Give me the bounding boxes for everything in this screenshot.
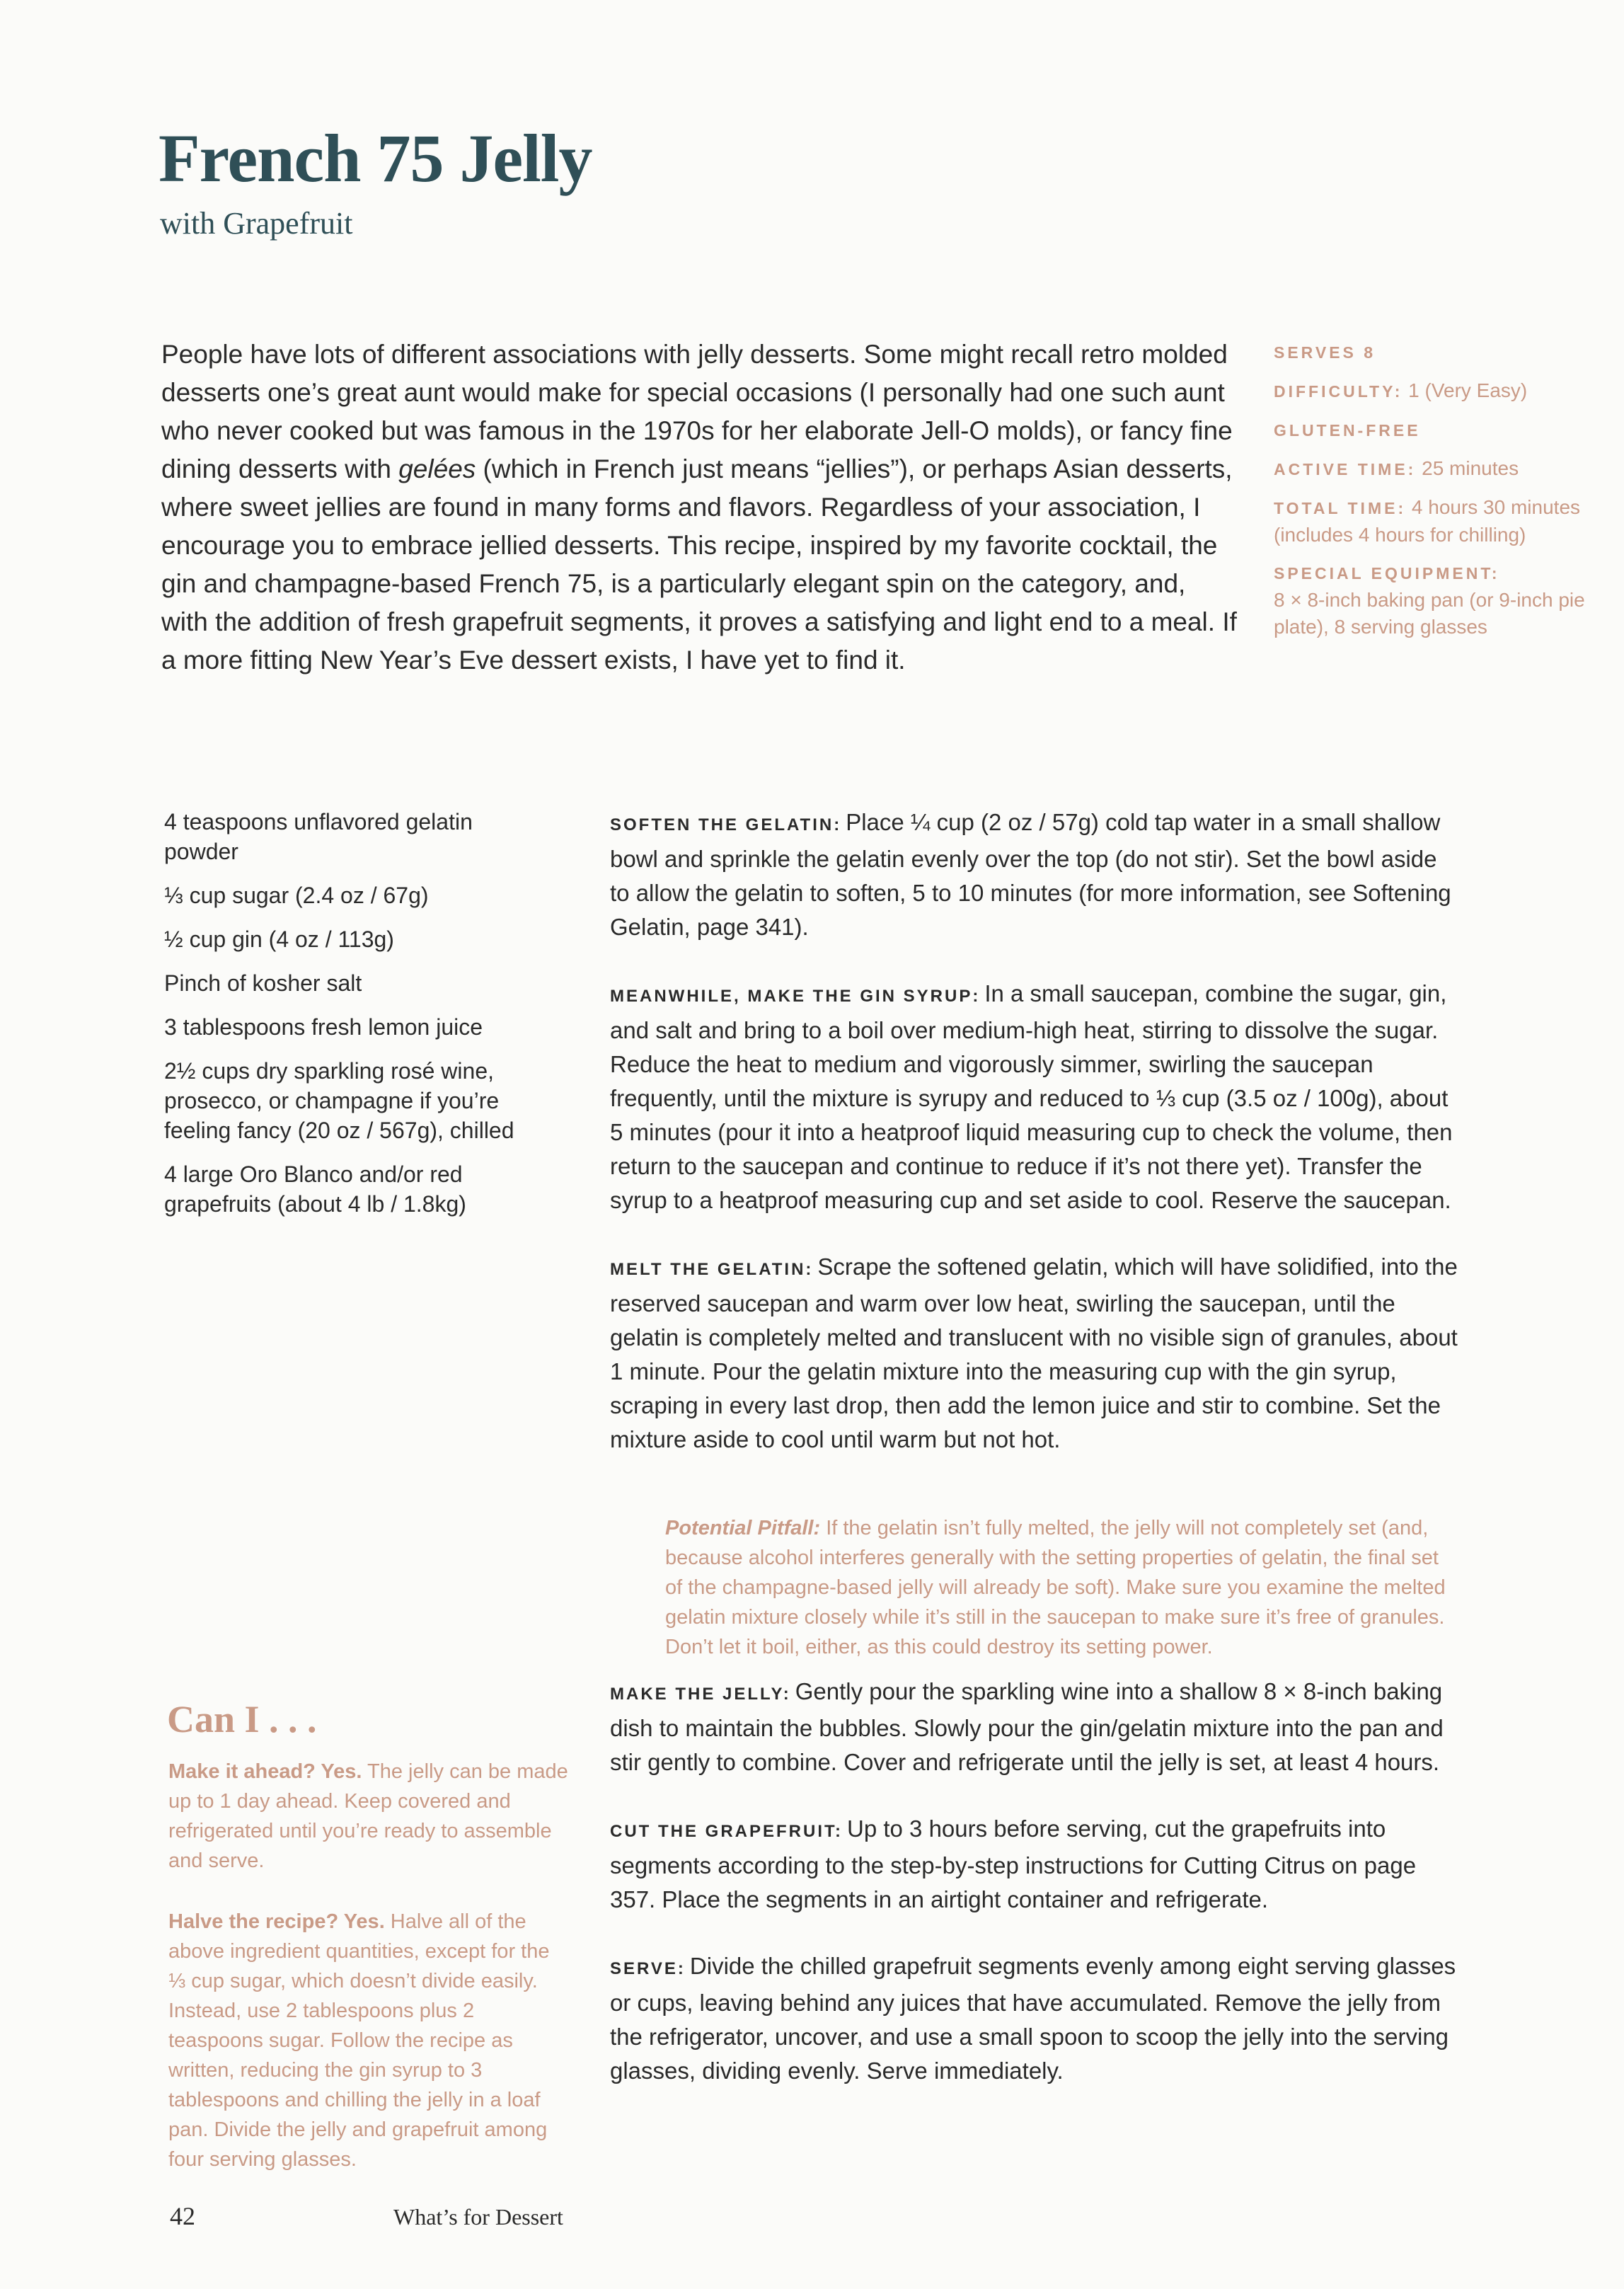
ingredient-item: 4 large Oro Blanco and/or red grapefruits (about 4 lb / 1.8kg) [164, 1161, 466, 1217]
can-i-heading: Can I . . . [167, 1698, 317, 1740]
step-make-jelly [610, 1675, 1459, 1779]
intro-text-1: People have lots of different associations with jelly desserts. Some might recall retro molded desserts one’s great aunt would make for special occasions (I personally had one such aunt who never cooked but was famous in the 1970s for her elaborate Jell-O molds), or fancy fine dining desserts with [161, 340, 1233, 483]
ingredient-item: ½ cup gin (4 oz / 113g) [164, 926, 394, 952]
step-label: SERVE: [610, 1959, 686, 1978]
ingredients-list [164, 807, 546, 1233]
step-text: Scrape the softened gelatin, which will have solidified, into the reserved saucepan and warm over low heat, swirling the saucepan, until the gelatin is completely melted and translucent with no visible sign of granules, about 1 minute. Pour the gelatin mixture into the measuring cup with the gin syrup, scraping in every last drop, then add the lemon juice and stir to combine. Set the mixture aside to cool until warm but not hot. [610, 1254, 1458, 1452]
recipe-meta [1274, 338, 1585, 652]
method-steps [610, 805, 1459, 2121]
ingredient-item: 4 teaspoons unflavored gelatin powder [164, 809, 473, 864]
pitfall-text: If the gelatin isn’t fully melted, the jelly will not completely set (and, because alcohol interferes generally with the setting properties of gelatin, the final set of the champagne-based jelly will already be soft). Make sure you examine the melted gelatin mixture closely while it’s still in the saucepan to make sure it’s free of granules. Don’t let it boil, either, as this could destroy its setting power. [665, 1517, 1446, 1658]
faq-halve-recipe [168, 1907, 572, 2174]
difficulty-label: DIFFICULTY: [1274, 382, 1403, 401]
faq-answer: The jelly can be made up to 1 day ahead. Keep covered and refrigerated until you’re ready to assemble and serve. [168, 1760, 568, 1872]
faq-question: Halve the recipe? Yes. [168, 1910, 385, 1933]
can-i-section [168, 1757, 572, 2205]
recipe-intro [161, 335, 1237, 679]
ingredient-item: 3 tablespoons fresh lemon juice [164, 1014, 483, 1040]
ingredient-item: ⅓ cup sugar (2.4 oz / 67g) [164, 883, 429, 908]
intro-emphasis: gelées [398, 454, 476, 483]
step-soften-gelatin [610, 805, 1459, 944]
step-label: MELT THE GELATIN: [610, 1260, 814, 1279]
step-label: CUT THE GRAPEFRUIT: [610, 1822, 843, 1841]
step-text: Gently pour the sparkling wine into a shallow 8 × 8-inch baking dish to maintain the bubbles. Slowly pour the gin/gelatin mixture into the pan and stir gently to combine. Cover and refrigerate until the jelly is set, at least 4 hours. [610, 1678, 1444, 1775]
equipment-label: SPECIAL EQUIPMENT: [1274, 564, 1500, 583]
ingredient-item: Pinch of kosher salt [164, 970, 362, 996]
step-text: Place ¼ cup (2 oz / 57g) cold tap water in a small shallow bowl and sprinkle the gelatin evenly over the top (do not stir). Set the bowl aside to allow the gelatin to soften, 5 to 10 minutes (for more information, see Softening Gelatin, page 341). [610, 809, 1451, 940]
equipment-value: 8 × 8-inch baking pan (or 9-inch pie plate), 8 serving glasses [1274, 589, 1585, 638]
total-time-value: 4 hours 30 minutes (includes 4 hours for chilling) [1274, 496, 1581, 546]
difficulty-value: 1 (Very Easy) [1403, 379, 1528, 401]
step-text: Divide the chilled grapefruit segments evenly among eight serving glasses or cups, leaving behind any juices that have accumulated. Remove the jelly from the refrigerator, uncover, and use a small spoon to scoop the jelly into the serving glasses, dividing evenly. Serve immediately. [610, 1953, 1456, 2084]
active-time-value: 25 minutes [1416, 457, 1519, 479]
recipe-title [159, 119, 592, 197]
active-time-label: ACTIVE TIME: [1274, 460, 1417, 478]
faq-make-ahead [168, 1757, 572, 1876]
potential-pitfall [665, 1513, 1458, 1662]
step-text: In a small saucepan, combine the sugar, gin, and salt and bring to a boil over medium-high heat, stirring to dissolve the sugar. Reduce the heat to medium and vigorously simmer, swirling the saucepan frequently, until the mixture is syrupy and reduced to ⅓ cup (3.5 oz / 100g), about 5 minutes (pour it into a heatproof liquid measuring cup to check the volume, then return to the saucepan and continue to reduce if it’s not there yet). Transfer the syrup to a heatproof measuring cup and set aside to cool. Reserve the saucepan. [610, 980, 1453, 1213]
faq-question: Make it ahead? Yes. [168, 1760, 362, 1783]
step-gin-syrup [610, 977, 1459, 1217]
serves: SERVES 8 [1274, 343, 1376, 362]
step-label: SOFTEN THE GELATIN: [610, 815, 842, 834]
recipe-subtitle: with Grapefruit [160, 206, 353, 241]
page-number: 42 [170, 2202, 195, 2230]
recipe-title-text: French 75 Jelly [159, 120, 592, 196]
pitfall-label: Potential Pitfall: [665, 1517, 821, 1539]
step-cut-grapefruit [610, 1812, 1459, 1917]
gluten-free-label: GLUTEN-FREE [1274, 421, 1421, 440]
book-title: What’s for Dessert [393, 2204, 563, 2230]
step-text: Up to 3 hours before serving, cut the grapefruits into segments according to the step-by-step instructions for Cutting Citrus on page 357. Place the segments in an airtight container and refrigerate. [610, 1815, 1417, 1912]
step-label: MEANWHILE, MAKE THE GIN SYRUP: [610, 987, 981, 1006]
step-melt-gelatin [610, 1250, 1459, 1457]
total-time-label: TOTAL TIME: [1274, 499, 1407, 517]
step-label: MAKE THE JELLY: [610, 1685, 791, 1704]
faq-answer: Halve all of the above ingredient quantities, except for the ⅓ cup sugar, which doesn’t divide easily. Instead, use 2 tablespoons plus 2 teaspoons sugar. Follow the recipe as written, reducing the gin syrup to 3 tablespoons and chilling the jelly in a loaf pan. Divide the jelly and grapefruit among four serving glasses. [168, 1910, 550, 2171]
ingredient-item: 2½ cups dry sparkling rosé wine, prosecco, or champagne if you’re feeling fancy (20 oz / 567g), chilled [164, 1058, 514, 1143]
step-serve [610, 1949, 1459, 2088]
intro-text-2: (which in French just means “jellies”), or perhaps Asian desserts, where sweet jellies are found in many forms and flavors. Regardless of your association, I encourage you to embrace jellied desserts. This recipe, inspired by my favorite cocktail, the gin and champagne-based French 75, is a particularly elegant spin on the category, and, with the addition of fresh grapefruit segments, it proves a satisfying and light end to a meal. If a more fitting New Year’s Eve dessert exists, I have yet to find it. [161, 454, 1237, 675]
